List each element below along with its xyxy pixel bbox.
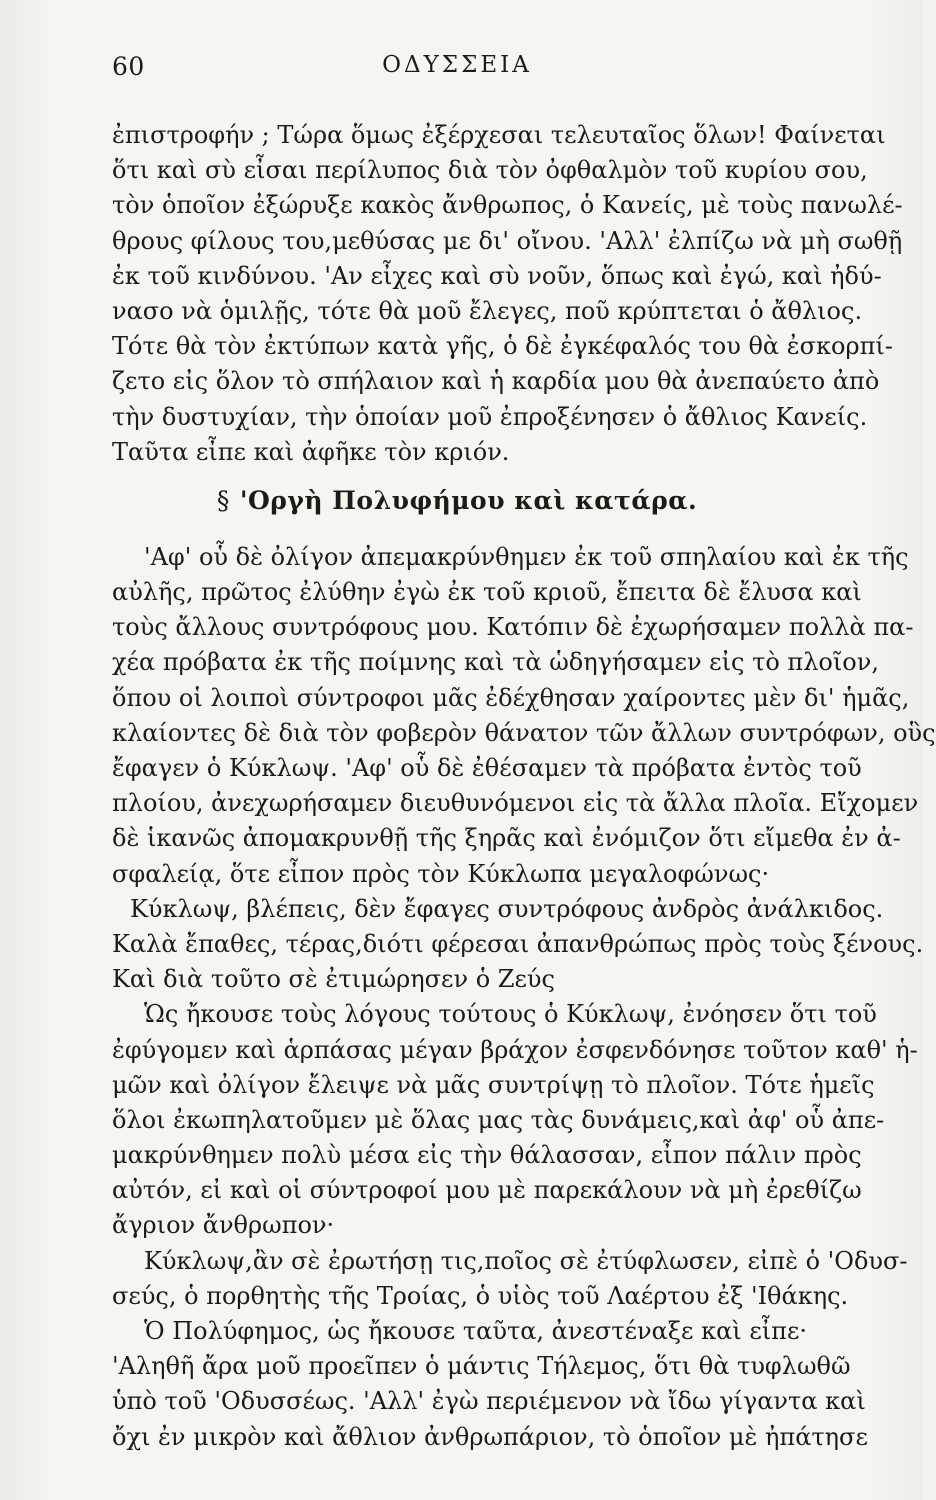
text-line: ὑπὸ τοῦ 'Οδυσσέως. 'Αλλ' ἐγὼ περιέμενον νὰ ἴδω γίγαντα καὶ — [112, 1387, 866, 1416]
text-line: νασο νὰ ὁμιλῇς, τότε θὰ μοῦ ἔλεγες, ποῦ κρύπτεται ὁ ἄθλιος. — [112, 296, 863, 325]
page-number: 60 — [112, 52, 145, 81]
verse-block-1 — [112, 892, 924, 998]
section-title: 'Οργὴ Πολυφήμου καὶ κατάρα. — [239, 485, 698, 515]
text-line: Ὡς ἤκουσε τοὺς λόγους τούτους ὁ Κύκλωψ, ἐνόησεν ὅτι τοῦ — [144, 1000, 877, 1029]
text-line: αὐλῆς, πρῶτος ἐλύθην ἐγὼ ἐκ τοῦ κριοῦ, ἔπειτα δὲ ἔλυσα καὶ — [112, 578, 862, 607]
text-line: τοὺς ἄλλους συντρόφους μου. Κατόπιν δὲ ἐχωρήσαμεν πολλὰ πα- — [112, 613, 914, 642]
running-head: ΟΔΥΣΣΕΙΑ — [382, 52, 532, 78]
verse-line: σεύς, ὁ πορθητὴς τῆς Τροίας, ὁ υἱὸς τοῦ Λαέρτου ἐξ 'Ιθάκης. — [112, 1281, 849, 1310]
text-line: ἐπιστροφήν ; Τώρα ὅμως ἐξέρχεσαι τελευταῖος ὅλων! Φαίνεται — [112, 121, 886, 149]
text-line: τὴν δυστυχίαν, τὴν ὁποίαν μοῦ ἐπροξένησεν ὁ ἄθλιος Κανείς. — [112, 402, 868, 431]
text-line: 'Αφ' οὗ δὲ ὀλίγον ἀπεμακρύνθημεν ἐκ τοῦ σπηλαίου καὶ ἐκ τῆς — [144, 542, 909, 571]
text-line: αὐτόν, εἰ καὶ οἱ σύντροφοί μου μὲ παρεκάλουν νὰ μὴ ἐρεθίζω — [112, 1176, 862, 1205]
text-line: Ταῦτα εἶπε καὶ ἀφῆκε τὸν κριόν. — [112, 437, 510, 466]
verse-line: Κύκλωψ, βλέπεις, δὲν ἔφαγες συντρόφους ἀνδρὸς ἀνάλκιδος. — [130, 894, 884, 923]
text-line: ζετο εἰς ὅλον τὸ σπήλαιον καὶ ἡ καρδία μου θὰ ἀνεπαύετο ἀπὸ — [112, 367, 880, 396]
text-line: Τότε θὰ τὸν ἐκτύπων κατὰ γῆς, ὁ δὲ ἐγκέφαλός του θὰ ἐσκορπί- — [112, 332, 893, 361]
verse-block-2 — [112, 1244, 908, 1314]
section-mark: § — [216, 485, 230, 515]
text-line: δὲ ἱκανῶς ἀπομακρυνθῇ τῆς ξηρᾶς καὶ ἐνόμιζον ὅτι εἴμεθα ἐν ἀ- — [112, 824, 901, 853]
text-line: ἄγριον ἄνθρωπον· — [112, 1211, 335, 1240]
verse-line: Κύκλωψ,ἂν σὲ ἐρωτήσῃ τις,ποῖος σὲ ἐτύφλωσεν, εἰπὲ ὁ 'Οδυσ- — [144, 1246, 908, 1275]
section-heading — [112, 470, 802, 540]
verse-line: Καλὰ ἔπαθες, τέρας,διότι φέρεσαι ἀπανθρώπως πρὸς τοὺς ξένους. — [112, 929, 924, 958]
text-line: ὅπου οἱ λοιποὶ σύντροφοι μᾶς ἐδέχθησαν χαίροντες μὲν δι' ἡμᾶς, — [112, 683, 910, 712]
text-line: ὅτι καὶ σὺ εἶσαι περίλυπος διὰ τὸν ὀφθαλμὸν τοῦ κυρίου σου, — [112, 156, 868, 185]
paragraph-3 — [112, 997, 918, 1243]
text-line: σφαλείᾳ, ὅτε εἶπον πρὸς τὸν Κύκλωπα μεγαλοφώνως· — [112, 859, 770, 888]
paragraph-4 — [112, 1314, 868, 1455]
page-header — [112, 52, 802, 92]
text-line: ἐκ τοῦ κινδύνου. 'Αν εἶχες καὶ σὺ νοῦν, ὅπως καὶ ἐγώ, καὶ ἠδύ- — [112, 261, 882, 290]
text-line: Ὁ Πολύφημος, ὡς ἤκουσε ταῦτα, ἀνεστέναξε καὶ εἶπε· — [144, 1317, 808, 1345]
text-line: μακρύνθημεν πολὺ μέσα εἰς τὴν θάλασσαν, εἶπον πάλιν πρὸς — [112, 1141, 862, 1170]
text-line: χέα πρόβατα ἐκ τῆς ποίμνης καὶ τὰ ὡδηγήσαμεν εἰς τὸ πλοῖον, — [112, 648, 879, 677]
text-line: θρους φίλους του,μεθύσας με δι' οἴνου. 'Αλλ' ἐλπίζω νὰ μὴ σωθῇ — [112, 226, 903, 255]
paragraph-1 — [112, 118, 903, 470]
text-line: μῶν καὶ ὀλίγον ἔλειψε νὰ μᾶς συντρίψῃ τὸ πλοῖον. Τότε ἡμεῖς — [112, 1070, 875, 1099]
text-line: πλοίου, ἀνεχωρήσαμεν διευθυνόμενοι εἰς τὰ ἄλλα πλοῖα. Εἴχομεν — [112, 789, 919, 818]
text-line: ἔφαγεν ὁ Κύκλωψ. 'Αφ' οὗ δὲ ἐθέσαμεν τὰ πρόβατα ἐντὸς τοῦ — [112, 754, 862, 782]
text-line: ὅλοι ἐκωπηλατοῦμεν μὲ ὅλας μας τὰς δυνάμεις,καὶ ἀφ' οὗ ἀπε- — [112, 1105, 885, 1134]
text-line: ὄχι ἐν μικρὸν καὶ ἄθλιον ἀνθρωπάριον, τὸ ὁποῖον μὲ ἠπάτησε — [112, 1422, 868, 1451]
paragraph-2 — [112, 540, 936, 892]
text-block — [112, 118, 936, 1455]
text-line: κλαίοντες δὲ διὰ τὸν φοβερὸν θάνατον τῶν ἄλλων συντρόφων, οὓς — [112, 718, 936, 747]
text-line: ἐφύγομεν καὶ ἁρπάσας μέγαν βράχον ἐσφενδόνησε τοῦτον καθ' ἡ- — [112, 1035, 918, 1064]
verse-line: Καὶ διὰ τοῦτο σὲ ἐτιμώρησεν ὁ Ζεύς — [112, 965, 555, 994]
text-line: τὸν ὁποῖον ἐξώρυξε κακὸς ἄνθρωπος, ὁ Κανείς, μὲ τοὺς πανωλέ- — [112, 191, 903, 220]
text-line: 'Αληθῆ ἄρα μοῦ προεῖπεν ὁ μάντις Τήλεμος, ὅτι θὰ τυφλωθῶ — [112, 1352, 851, 1381]
